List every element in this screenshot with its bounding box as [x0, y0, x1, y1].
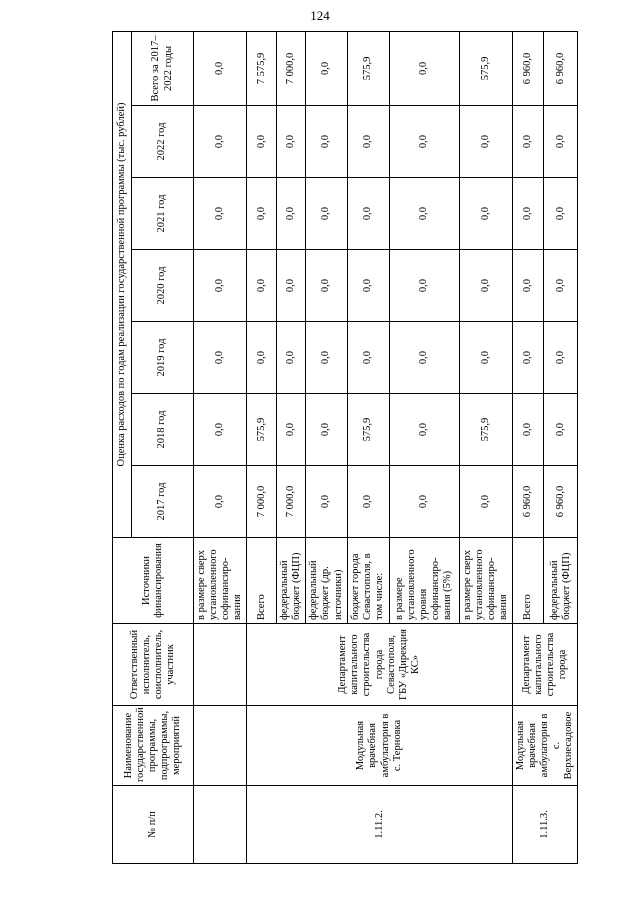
cell-value: 0,0: [306, 178, 347, 250]
cell-value: 0,0: [247, 250, 277, 322]
cell-value: 0,0: [389, 466, 459, 538]
cell-value: 0,0: [247, 178, 277, 250]
cell-value: 0,0: [389, 31, 459, 105]
cell-value: 0,0: [277, 178, 306, 250]
cell-value: 0,0: [544, 394, 578, 466]
cell-value: 0,0: [247, 106, 277, 178]
cell-value: 0,0: [544, 106, 578, 178]
cell-value: 0,0: [544, 178, 578, 250]
cell-value: 0,0: [194, 466, 247, 538]
cell-value: 0,0: [544, 322, 578, 394]
cell-num: 1.11.3.: [512, 786, 577, 864]
cell-value: 0,0: [544, 250, 578, 322]
cell-value: 575,9: [247, 394, 277, 466]
cell-value: 575,9: [347, 31, 389, 105]
cell-num: [194, 786, 247, 864]
cell-name: Модульная врачебная амбулатория в с. Терновка: [247, 706, 513, 786]
cell-value: 0,0: [389, 178, 459, 250]
cell-value: 0,0: [247, 322, 277, 394]
cell-value: 0,0: [306, 106, 347, 178]
table-row: [247, 31, 277, 863]
cell-value: 575,9: [459, 31, 512, 105]
cell-value: 0,0: [306, 466, 347, 538]
cell-value: 575,9: [459, 394, 512, 466]
cell-value: 0,0: [306, 322, 347, 394]
cell-value: 0,0: [194, 322, 247, 394]
cell-value: 0,0: [306, 394, 347, 466]
cell-value: 6 960,0: [544, 31, 578, 105]
cell-source: федеральный бюджет (ФЦП): [277, 538, 306, 624]
cell-value: 0,0: [194, 31, 247, 105]
header-year-2020: 2020 год: [132, 250, 194, 322]
cell-value: 0,0: [512, 322, 544, 394]
cell-value: 0,0: [194, 178, 247, 250]
cell-value: 0,0: [512, 394, 544, 466]
cell-value: 0,0: [194, 394, 247, 466]
page-number: 124: [310, 8, 330, 23]
cell-value: 0,0: [459, 178, 512, 250]
cell-value: 6 960,0: [512, 31, 544, 105]
cell-executor: [194, 624, 247, 706]
cell-source: в размере установленного уровня софинансиро-вания (5%): [389, 538, 459, 624]
header-year-2019: 2019 год: [132, 322, 194, 394]
cell-value: 0,0: [389, 322, 459, 394]
header-num: № п/п: [113, 786, 194, 864]
cell-value: 6 960,0: [512, 466, 544, 538]
header-year-2018: 2018 год: [132, 394, 194, 466]
cell-source: в размере сверх установленного софинансиро-вания: [459, 538, 512, 624]
cell-source: федеральный бюджет (ФЦП): [544, 538, 578, 624]
cell-source: Всего: [512, 538, 544, 624]
header-name: Наименование государственной программы, подпрограммы, мероприятий: [113, 706, 194, 786]
cell-name: [194, 706, 247, 786]
cell-executor: Департамент капитального строительства города: [512, 624, 577, 706]
cell-source: в размере сверх установленного софинансиро-вания: [194, 538, 247, 624]
cell-value: 7 000,0: [247, 466, 277, 538]
cell-value: 575,9: [347, 394, 389, 466]
cell-value: 0,0: [194, 106, 247, 178]
cell-value: 0,0: [277, 106, 306, 178]
cell-num: 1.11.2.: [247, 786, 513, 864]
cell-value: 7 000,0: [277, 31, 306, 105]
cell-value: 0,0: [459, 250, 512, 322]
budget-table-wrapper: [112, 32, 575, 864]
cell-value: 0,0: [347, 250, 389, 322]
header-year-total: Всего за 2017–2022 годы: [132, 31, 194, 105]
cell-value: 0,0: [306, 31, 347, 105]
cell-value: 0,0: [389, 250, 459, 322]
cell-value: 7 000,0: [277, 466, 306, 538]
cell-value: 0,0: [277, 394, 306, 466]
cell-value: 0,0: [512, 178, 544, 250]
cell-value: 0,0: [306, 250, 347, 322]
cell-value: 0,0: [347, 178, 389, 250]
header-year-2017: 2017 год: [132, 466, 194, 538]
table-row: [512, 31, 544, 863]
cell-value: 0,0: [389, 394, 459, 466]
header-year-2021: 2021 год: [132, 178, 194, 250]
header-year-2022: 2022 год: [132, 106, 194, 178]
cell-value: 0,0: [347, 466, 389, 538]
cell-value: 0,0: [277, 250, 306, 322]
cell-value: 0,0: [512, 106, 544, 178]
cell-source: федеральный бюджет (др. источники): [306, 538, 347, 624]
table-row: [194, 31, 247, 863]
cell-value: 0,0: [389, 106, 459, 178]
cell-name: Модульная врачебная амбулатория в с. Верхнесадовое: [512, 706, 577, 786]
cell-value: 0,0: [194, 250, 247, 322]
cell-value: 0,0: [347, 106, 389, 178]
cell-source: Всего: [247, 538, 277, 624]
cell-value: 0,0: [512, 250, 544, 322]
header-executor: Ответственный исполнитель, соисполнитель, участник: [113, 624, 194, 706]
cell-value: 0,0: [459, 466, 512, 538]
cell-value: 6 960,0: [544, 466, 578, 538]
cell-value: 0,0: [459, 322, 512, 394]
cell-executor: Департамент капитального строительства города Севастополя, ГБУ «Дирекция КС»: [247, 624, 513, 706]
cell-value: 7 575,9: [247, 31, 277, 105]
budget-table: [112, 31, 578, 864]
rotated-page-area: [112, 32, 575, 864]
cell-value: 0,0: [277, 322, 306, 394]
header-source: Источники финансирования: [113, 538, 194, 624]
cell-value: 0,0: [347, 322, 389, 394]
cell-source: бюджет города Севастополя, в том числе:: [347, 538, 389, 624]
cell-value: 0,0: [459, 106, 512, 178]
header-estimate: Оценка расходов по годам реализации государственной программы (тыс. рублей): [113, 31, 132, 537]
